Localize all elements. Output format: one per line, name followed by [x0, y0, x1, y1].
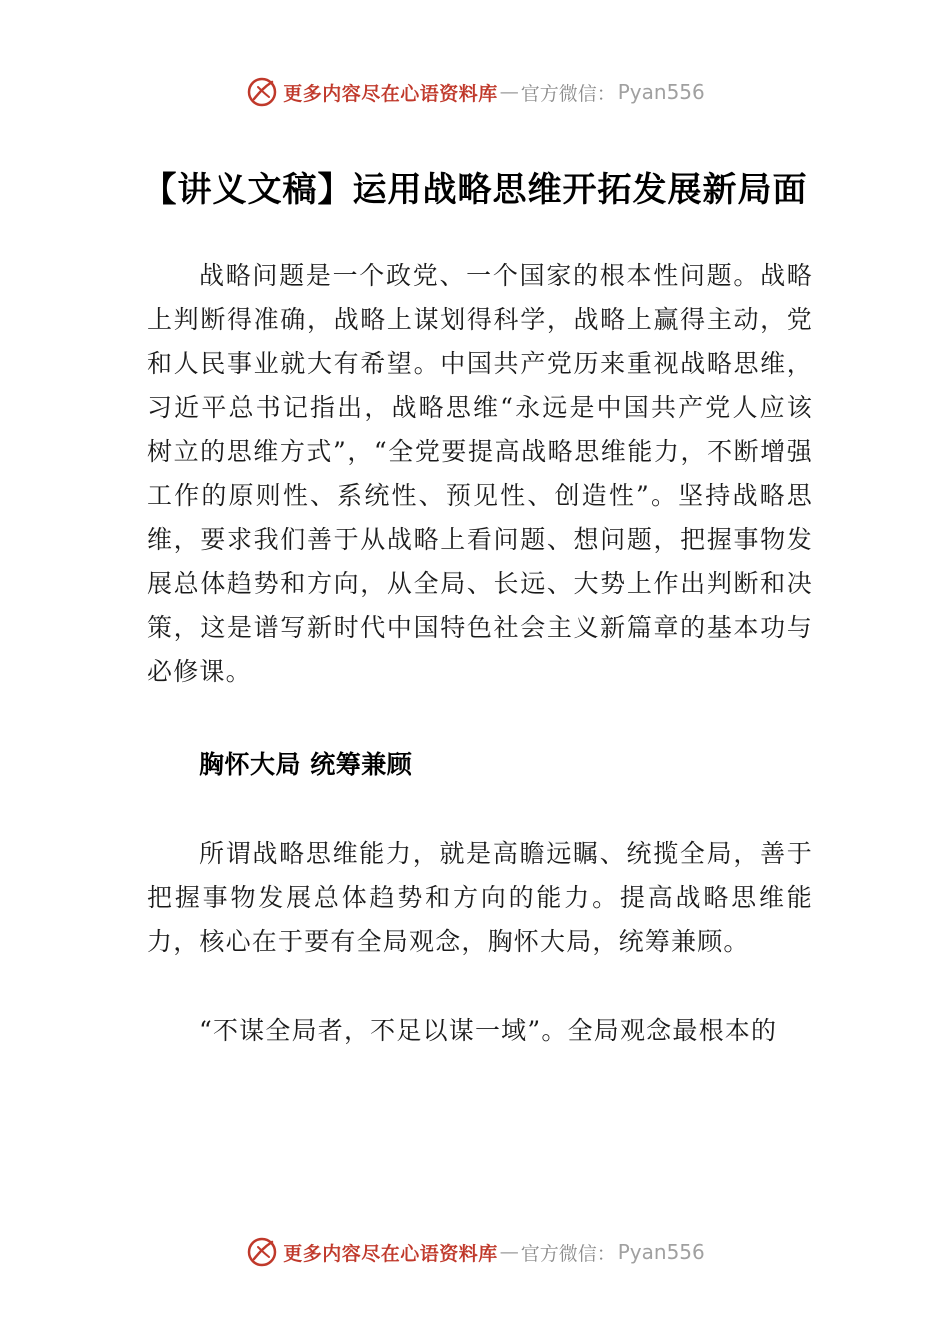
banner-dash: —	[499, 81, 519, 103]
logo-icon	[245, 75, 279, 109]
footer-banner	[0, 1232, 950, 1272]
logo-icon	[245, 1235, 279, 1269]
body-paragraph-3: “不谋全局者，不足以谋一域”。全局观念最根本的	[199, 1016, 778, 1045]
document-title: 【讲义文稿】运用战略思维开拓发展新局面	[142, 170, 808, 210]
banner-dash: —	[499, 1241, 519, 1263]
banner-wechat-id: Pyan556	[617, 80, 705, 104]
banner-wechat-id: Pyan556	[617, 1240, 705, 1264]
header-banner	[0, 72, 950, 112]
body-paragraph-1: 战略问题是一个政党、一个国家的根本性问题。战略上判断得准确，战略上谋划得科学，战略上赢得主动，党和人民事业就大有希望。中国共产党历来重视战略思维，习近平总书记指出，战略思维“永远是中国共产党人应该树立的思维方式”，“全党要提高战略思维能力，不断增强工作的原则性、系统性、预见性、创造性”。坚持战略思维，要求我们善于从战略上看问题、想问题，把握事物发展总体趋势和方向，从全局、长远、大势上作出判断和决策，这是谱写新时代中国特色社会主义新篇章的基本功与必修课。	[147, 261, 813, 686]
banner-text: 更多内容尽在心语资料库	[283, 1242, 498, 1265]
banner-wechat-label: 官方微信：	[520, 82, 616, 105]
body-paragraph-2: 所谓战略思维能力，就是高瞻远瞩、统揽全局，善于把握事物发展总体趋势和方向的能力。提高战略思维能力，核心在于要有全局观念，胸怀大局，统筹兼顾。	[147, 839, 813, 956]
section-heading: 胸怀大局 统筹兼顾	[199, 750, 413, 779]
banner-wechat-label: 官方微信：	[520, 1242, 616, 1265]
banner-text: 更多内容尽在心语资料库	[283, 82, 498, 105]
